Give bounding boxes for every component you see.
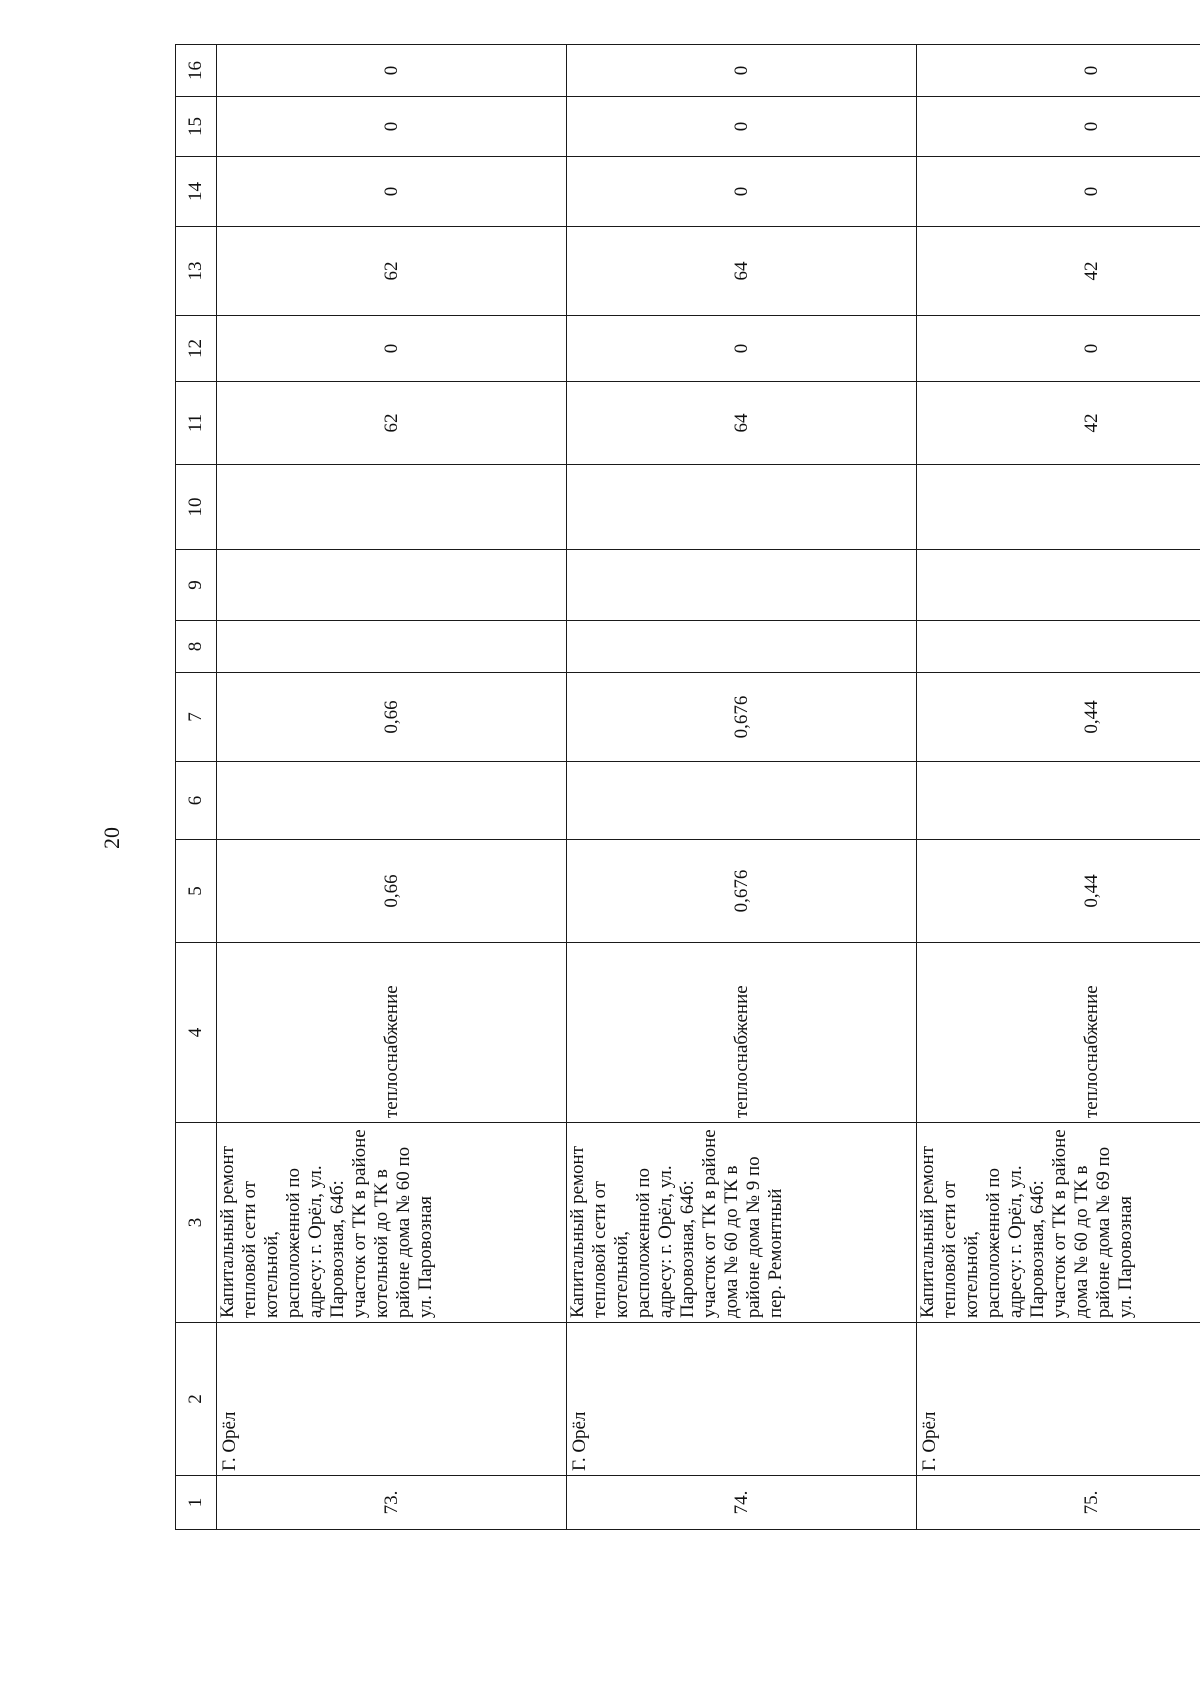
value-cell-13: 42 bbox=[917, 227, 1200, 316]
value-cell-6 bbox=[567, 762, 917, 840]
value-cell-8 bbox=[917, 621, 1200, 673]
value-cell-13: 64 bbox=[567, 227, 917, 316]
value-cell-15: 0 bbox=[567, 97, 917, 157]
header-col-1: 1 bbox=[176, 1476, 217, 1530]
description-cell bbox=[917, 1123, 1200, 1323]
value-cell-6 bbox=[917, 762, 1200, 840]
value-cell-14: 0 bbox=[917, 157, 1200, 227]
header-col-11: 11 bbox=[176, 382, 217, 465]
value-cell-11: 42 bbox=[917, 382, 1200, 465]
value-cell-7: 0,66 bbox=[217, 673, 567, 762]
header-col-4: 4 bbox=[176, 943, 217, 1123]
header-col-7: 7 bbox=[176, 673, 217, 762]
value-cell-6 bbox=[217, 762, 567, 840]
value-cell-5: 0,66 bbox=[217, 840, 567, 943]
header-col-6: 6 bbox=[176, 762, 217, 840]
value-cell-16: 0 bbox=[217, 45, 567, 97]
row-number: 75. bbox=[917, 1476, 1200, 1530]
header-col-8: 8 bbox=[176, 621, 217, 673]
value-cell-12: 0 bbox=[217, 316, 567, 382]
city-cell: Г. Орёл bbox=[917, 1323, 1200, 1476]
value-cell-15: 0 bbox=[917, 97, 1200, 157]
row-number: 74. bbox=[567, 1476, 917, 1530]
value-cell-10 bbox=[217, 465, 567, 550]
city-cell: Г. Орёл bbox=[217, 1323, 567, 1476]
description-text: Капитальный ремонт тепловой сети от котельной, расположенной по адресу: г. Орёл, ул. Паровозная, 64б: участок от ТК в районе котельной до ТК в районе дома № 60 по ул. Паровозная bbox=[217, 1129, 436, 1318]
description-cell bbox=[217, 1123, 567, 1323]
header-col-9: 9 bbox=[176, 550, 217, 621]
value-cell-8 bbox=[567, 621, 917, 673]
description-text: Капитальный ремонт тепловой сети от котельной, расположенной по адресу: г. Орёл, ул. Паровозная, 64б: участок от ТК в районе дома № 60 до ТК в районе дома № 69 по ул. Паровозная bbox=[917, 1129, 1136, 1318]
value-cell-14: 0 bbox=[217, 157, 567, 227]
table-rotated bbox=[175, 45, 1200, 1530]
value-cell-5: 0,44 bbox=[917, 840, 1200, 943]
value-cell-9 bbox=[567, 550, 917, 621]
description-cell bbox=[567, 1123, 917, 1323]
value-cell-13: 62 bbox=[217, 227, 567, 316]
value-cell-14: 0 bbox=[567, 157, 917, 227]
value-cell-10 bbox=[917, 465, 1200, 550]
value-cell-12: 0 bbox=[917, 316, 1200, 382]
value-cell-8 bbox=[217, 621, 567, 673]
header-col-5: 5 bbox=[176, 840, 217, 943]
table-wrapper bbox=[175, 45, 1200, 1530]
value-cell-16: 0 bbox=[917, 45, 1200, 97]
value-cell-12: 0 bbox=[567, 316, 917, 382]
value-cell-7: 0,676 bbox=[567, 673, 917, 762]
row-number: 73. bbox=[217, 1476, 567, 1530]
value-cell-9 bbox=[217, 550, 567, 621]
description-text: Капитальный ремонт тепловой сети от котельной, расположенной по адресу: г. Орёл, ул. Паровозная, 64б: участок от ТК в районе дома № 60 до ТК в районе дома № 9 по пер. Ремонтный bbox=[567, 1129, 786, 1318]
type-cell: теплоснабжение bbox=[917, 943, 1200, 1123]
header-col-3: 3 bbox=[176, 1123, 217, 1323]
type-cell: теплоснабжение bbox=[217, 943, 567, 1123]
header-col-13: 13 bbox=[176, 227, 217, 316]
header-col-10: 10 bbox=[176, 465, 217, 550]
table-row bbox=[567, 45, 917, 1530]
value-cell-11: 64 bbox=[567, 382, 917, 465]
city-cell: Г. Орёл bbox=[567, 1323, 917, 1476]
value-cell-11: 62 bbox=[217, 382, 567, 465]
table-row bbox=[917, 45, 1200, 1530]
value-cell-5: 0,676 bbox=[567, 840, 917, 943]
header-row bbox=[176, 45, 217, 1530]
table-row bbox=[217, 45, 567, 1530]
value-cell-15: 0 bbox=[217, 97, 567, 157]
value-cell-7: 0,44 bbox=[917, 673, 1200, 762]
header-col-2: 2 bbox=[176, 1323, 217, 1476]
type-cell: теплоснабжение bbox=[567, 943, 917, 1123]
header-col-14: 14 bbox=[176, 157, 217, 227]
value-cell-16: 0 bbox=[567, 45, 917, 97]
capital-repair-table bbox=[175, 44, 1200, 1530]
value-cell-9 bbox=[917, 550, 1200, 621]
page-number: 20 bbox=[99, 827, 124, 849]
header-col-12: 12 bbox=[176, 316, 217, 382]
header-col-15: 15 bbox=[176, 97, 217, 157]
header-col-16: 16 bbox=[176, 45, 217, 97]
value-cell-10 bbox=[567, 465, 917, 550]
